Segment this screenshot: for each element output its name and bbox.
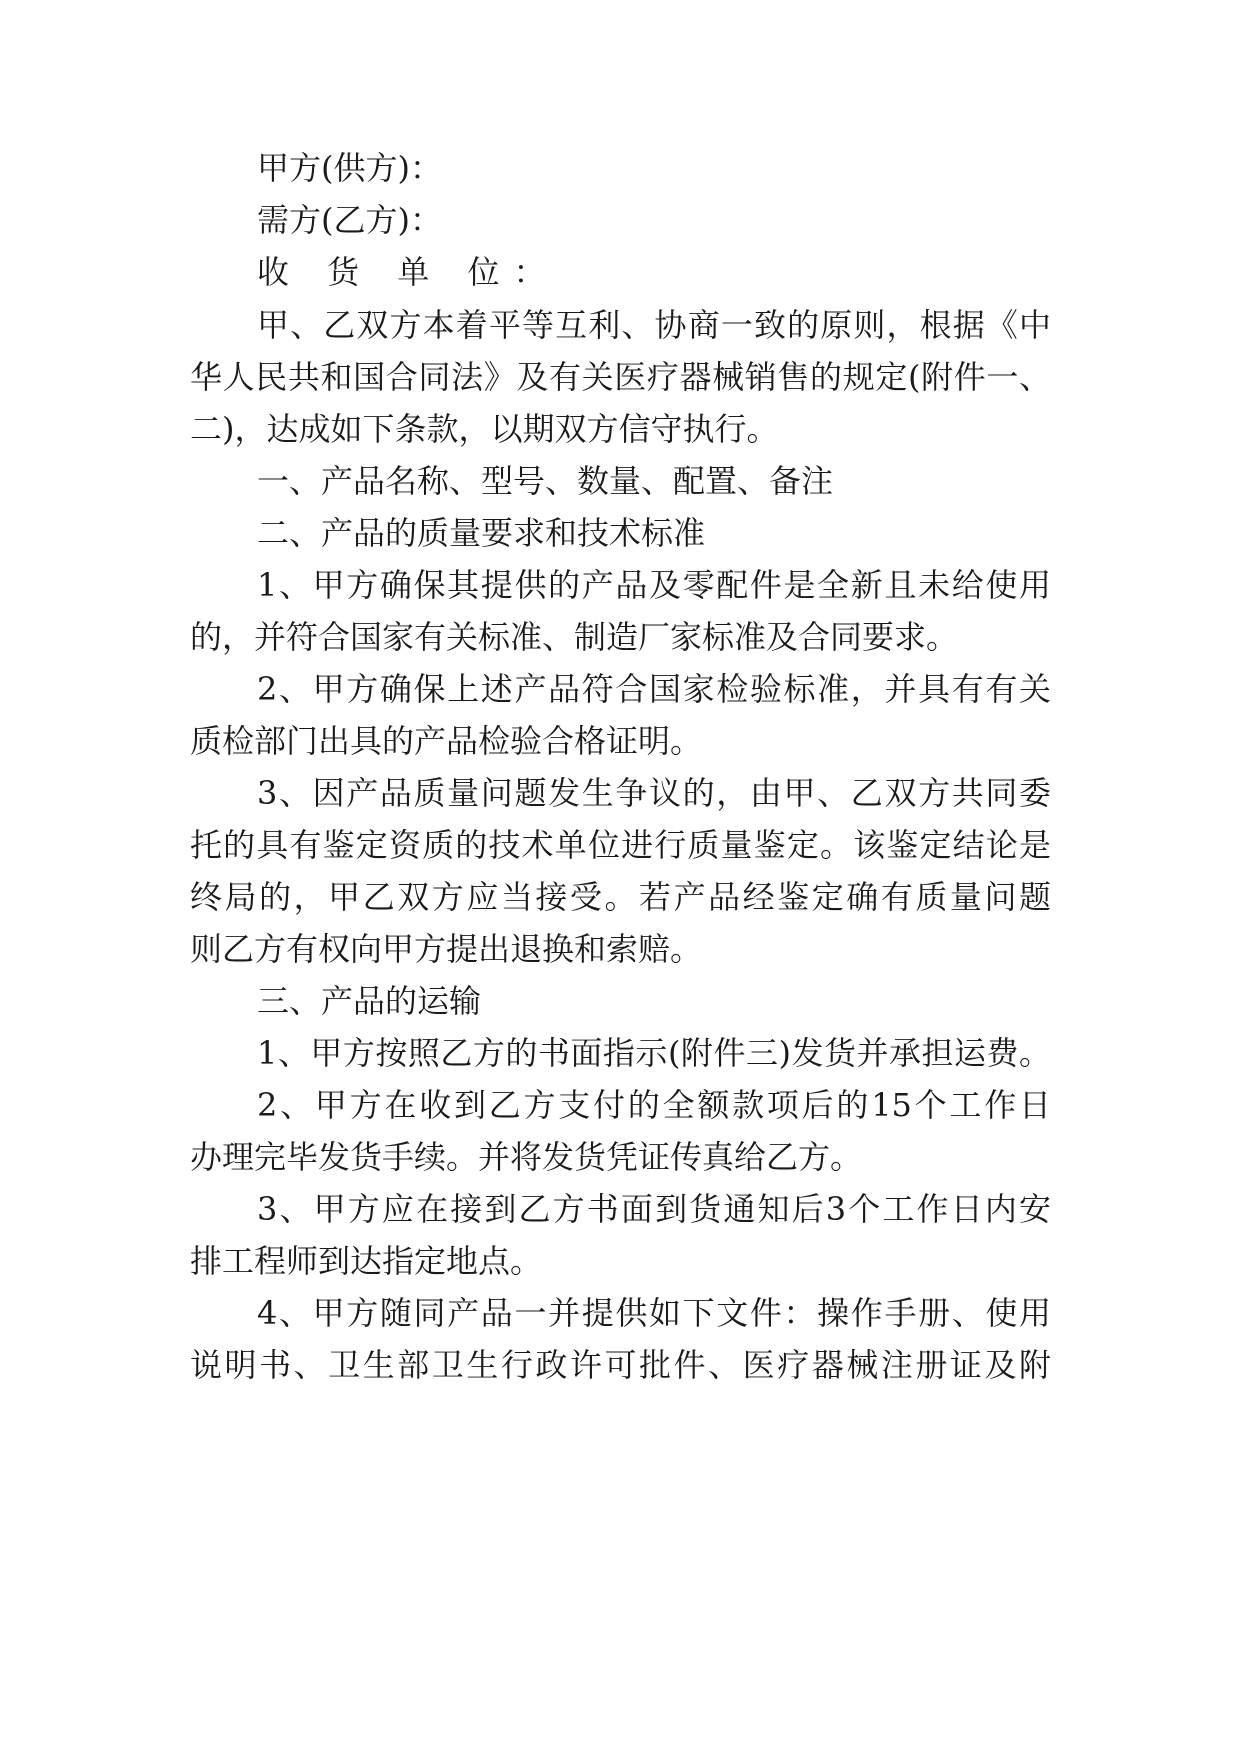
clause-2-3-line: 则乙方有权向甲方提出退换和索赔。 xyxy=(190,930,703,968)
clause-3-4-line: 说明书、卫生部卫生行政许可批件、医疗器械注册证及附 xyxy=(190,1346,1051,1384)
clause-3-1-line: 1、甲方按照乙方的书面指示(附件三)发货并承担运费。 xyxy=(257,1034,1051,1072)
clause-2-3-line: 3、因产品质量问题发生争议的，由甲、乙双方共同委 xyxy=(257,774,1051,812)
clause-2-3-line: 托的具有鉴定资质的技术单位进行质量鉴定。该鉴定结论是 xyxy=(190,826,1051,864)
clause-2-1-line: 1、甲方确保其提供的产品及零配件是全新且未给使用 xyxy=(257,566,1051,604)
clause-3-3-line: 3、甲方应在接到乙方书面到货通知后3个工作日内安 xyxy=(257,1190,1051,1228)
clause-2-2-line: 2、甲方确保上述产品符合国家检验标准，并具有有关 xyxy=(257,670,1051,708)
clause-2-3-line: 终局的，甲乙双方应当接受。若产品经鉴定确有质量问题 xyxy=(190,878,1051,916)
clause-3-3-line: 排工程师到达指定地点。 xyxy=(190,1242,543,1280)
clause-2-2-line: 质检部门出具的产品检验合格证明。 xyxy=(190,722,703,760)
party-b-label: 需方(乙方)： xyxy=(257,201,442,239)
section-heading-1: 一、产品名称、型号、数量、配置、备注 xyxy=(257,462,834,500)
party-a-label: 甲方(供方)： xyxy=(257,149,442,187)
clause-2-1-line: 的，并符合国家有关标准、制造厂家标准及合同要求。 xyxy=(190,618,959,656)
intro-paragraph-line: 二)，达成如下条款，以期双方信守执行。 xyxy=(190,410,779,448)
section-heading-3: 三、产品的运输 xyxy=(257,982,482,1020)
clause-3-2-line: 2、甲方在收到乙方支付的全额款项后的15个工作日 xyxy=(257,1086,1051,1124)
intro-paragraph-line: 甲、乙双方本着平等互利、协商一致的原则，根据《中 xyxy=(257,306,1051,344)
intro-paragraph-line: 华人民共和国合同法》及有关医疗器械销售的规定(附件一、 xyxy=(190,358,1051,396)
receiving-unit-label: 收 货 单 位： xyxy=(257,253,560,291)
section-heading-2: 二、产品的质量要求和技术标准 xyxy=(257,514,706,552)
clause-3-4-line: 4、甲方随同产品一并提供如下文件：操作手册、使用 xyxy=(257,1294,1051,1332)
clause-3-2-line: 办理完毕发货手续。并将发货凭证传真给乙方。 xyxy=(190,1138,863,1176)
